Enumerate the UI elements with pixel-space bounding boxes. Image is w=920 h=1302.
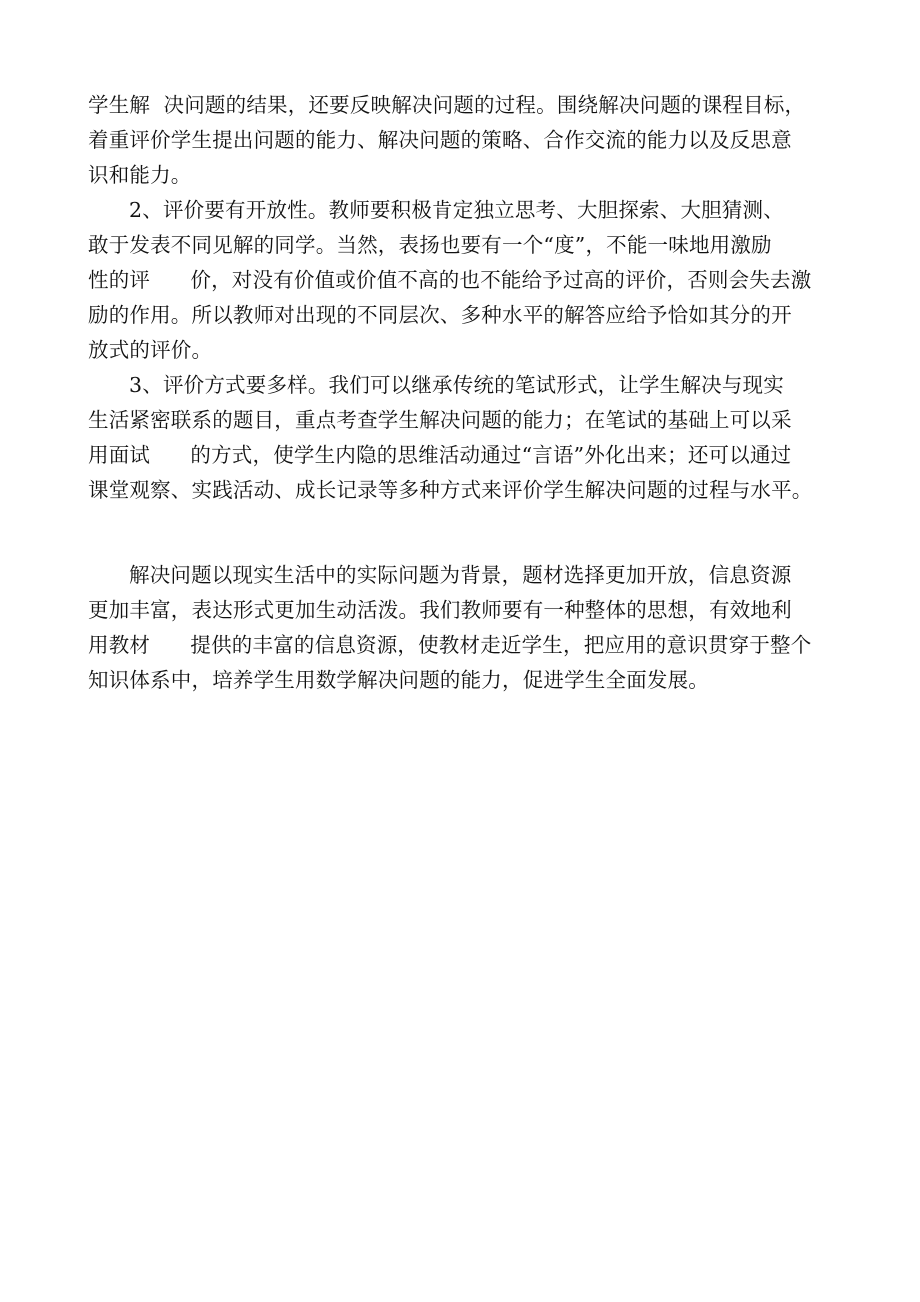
text-line: 课堂观察、实践活动、成长记录等多种方式来评价学生解决问题的过程与水平。 <box>88 478 813 502</box>
text-line: 3、评价方式要多样。我们可以继承传统的笔试形式，让学生解决与现实 <box>129 373 784 397</box>
text-line: 敢于发表不同见解的同学。当然，表扬也要有一个“度”，不能一味地用激励 <box>88 233 772 257</box>
paragraph-openness <box>88 193 848 368</box>
text-line: 解决问题以现实生活中的实际问题为背景，题材选择更加开放，信息资源 <box>129 563 792 587</box>
evaluation-section <box>88 88 848 508</box>
paragraph-conclusion <box>88 558 848 698</box>
text-line: 着重评价学生提出问题的能力、解决问题的策略、合作交流的能力以及反思意 <box>88 128 792 152</box>
paragraph-result-and-process <box>88 88 848 193</box>
text-line: 放式的评价。 <box>88 338 213 362</box>
conclusion-section <box>88 558 848 698</box>
paragraph-diverse-methods <box>88 368 848 508</box>
text-line: 学生解 决问题的结果，还要反映解决问题的过程。围绕解决问题的课程目标， <box>88 93 806 117</box>
text-line: 性的评 价，对没有价值或价值不高的也不能给予过高的评价，否则会失去激 <box>88 268 812 292</box>
text-line: 识和能力。 <box>88 163 192 187</box>
text-line: 知识体系中，培养学生用数学解决问题的能力，促进学生全面发展。 <box>88 668 709 692</box>
text-line: 2、评价要有开放性。教师要积极肯定独立思考、大胆探索、大胆猜测、 <box>129 198 784 222</box>
text-line: 更加丰富，表达形式更加生动活泼。我们教师要有一种整体的思想，有效地利 <box>88 598 792 622</box>
text-line: 用教材 提供的丰富的信息资源，使教材走近学生，把应用的意识贯穿于整个 <box>88 633 812 657</box>
text-line: 生活紧密联系的题目，重点考查学生解决问题的能力；在笔试的基础上可以采 <box>88 408 792 432</box>
text-line: 励的作用。所以教师对出现的不同层次、多种水平的解答应给予恰如其分的开 <box>88 303 792 327</box>
text-line: 用面试 的方式，使学生内隐的思维活动通过“言语”外化出来；还可以通过 <box>88 443 792 467</box>
